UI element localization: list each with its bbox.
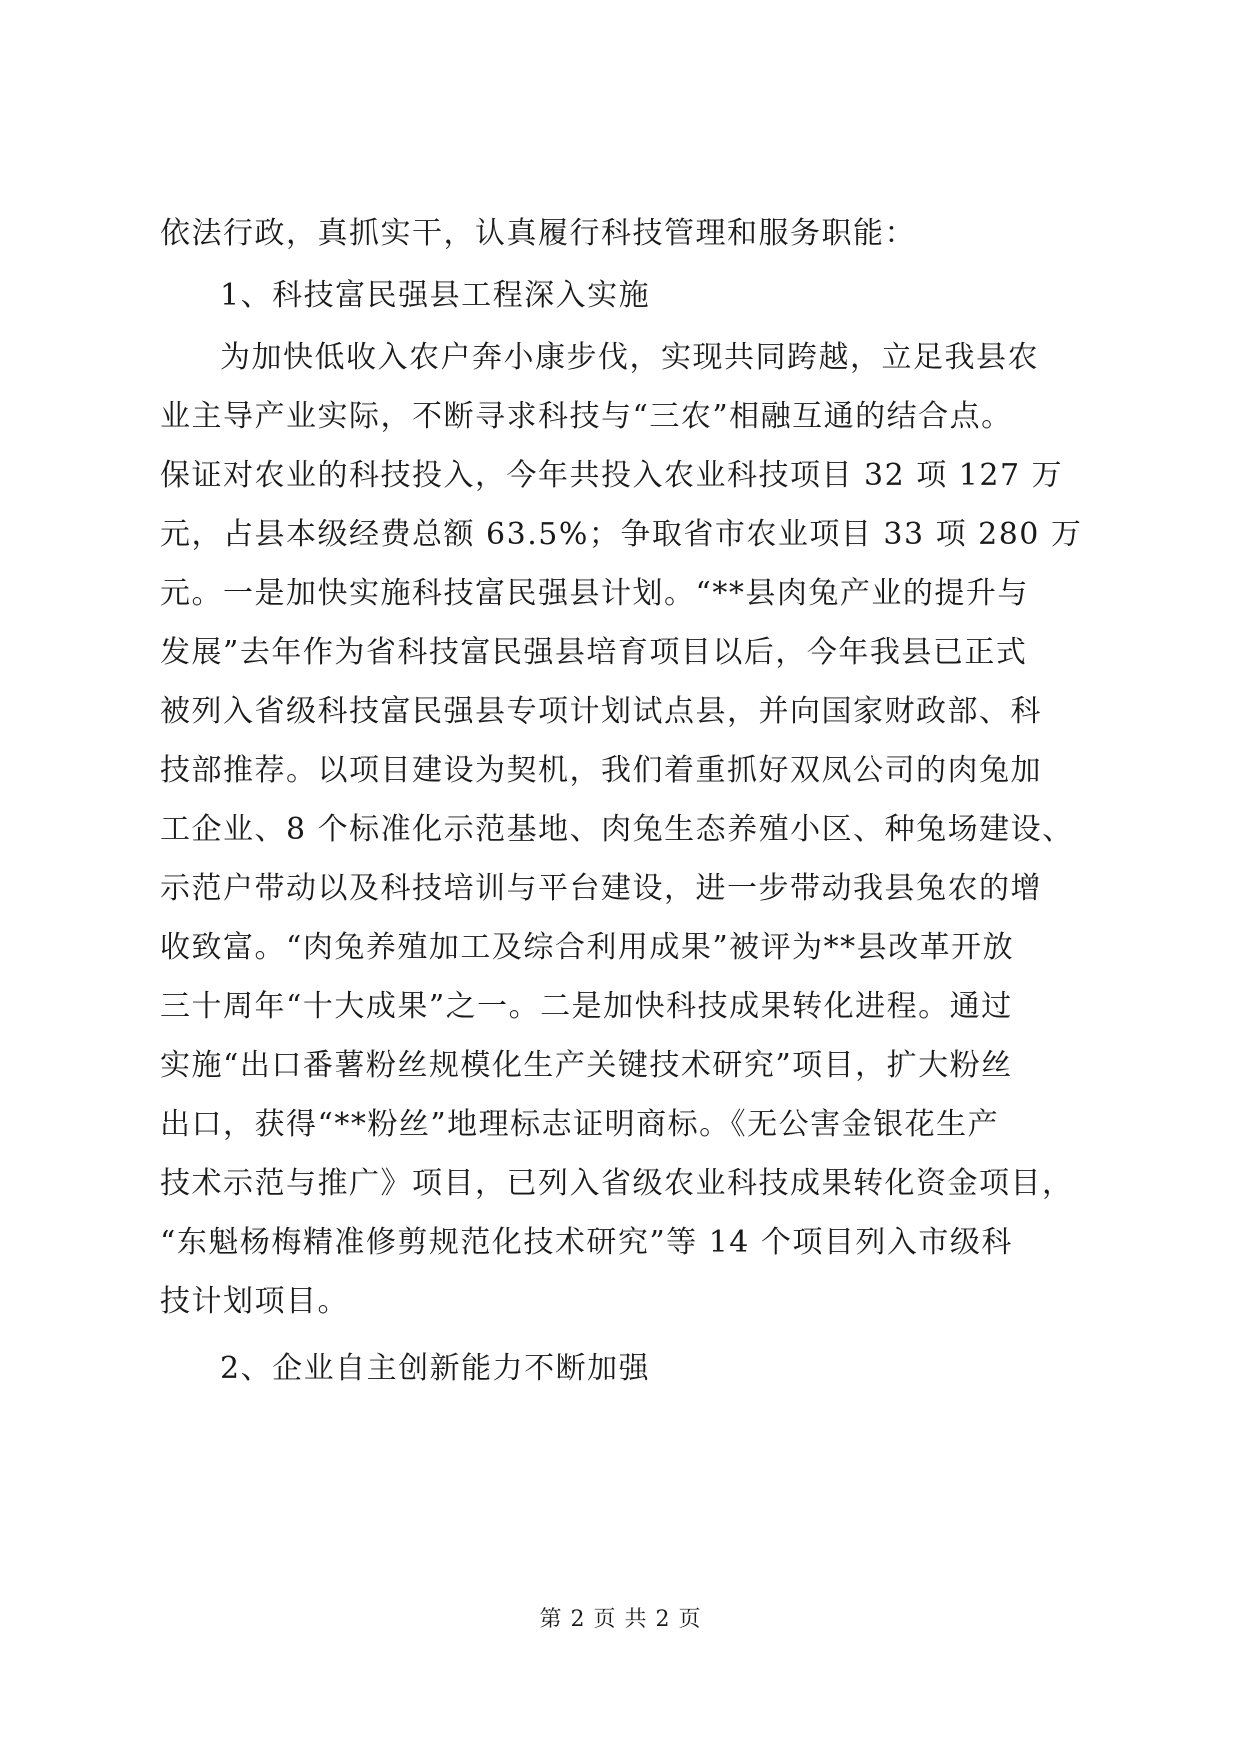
section-heading: 2、企业自主创新能力不断加强: [220, 1351, 651, 1386]
paragraph-line: 三十周年“十大成果”之一。二是加快科技成果转化进程。通过: [160, 989, 1013, 1024]
paragraph-line: 依法行政，真抓实干，认真履行科技管理和服务职能：: [160, 216, 916, 251]
paragraph-line: 技部推荐。以项目建设为契机，我们着重抓好双凤公司的肉兔加: [160, 753, 1042, 788]
paragraph-line: 元，占县本级经费总额 63.5%；争取省市农业项目 33 项 280 万: [160, 517, 1083, 552]
paragraph-line: 业主导产业实际，不断寻求科技与“三农”相融互通的结合点。: [160, 399, 1013, 434]
page-number-footer: 第 2 页 共 2 页: [539, 1607, 702, 1632]
paragraph-line: 工企业、8 个标准化示范基地、肉兔生态养殖小区、种兔场建设、: [160, 812, 1074, 847]
paragraph-line: 发展”去年作为省科技富民强县培育项目以后，今年我县已正式: [160, 635, 1028, 670]
paragraph-line: 技术示范与推广》项目，已列入省级农业科技成果转化资金项目，: [160, 1166, 1074, 1201]
paragraph-line: 实施“出口番薯粉丝规模化生产关键技术研究”项目，扩大粉丝: [160, 1048, 1013, 1083]
paragraph-line: 元。一是加快实施科技富民强县计划。“**县肉兔产业的提升与: [160, 576, 1029, 611]
paragraph-line: 出口，获得“**粉丝”地理标志证明商标。《无公害金银花生产: [160, 1107, 1000, 1142]
paragraph-line: “东魁杨梅精准修剪规范化技术研究”等 14 个项目列入市级科: [160, 1225, 1013, 1260]
paragraph-line: 收致富。“肉兔养殖加工及综合利用成果”被评为**县改革开放: [160, 930, 1015, 965]
section-heading: 1、科技富民强县工程深入实施: [220, 278, 651, 313]
paragraph-line: 被列入省级科技富民强县专项计划试点县，并向国家财政部、科: [160, 694, 1042, 729]
paragraph-line: 为加快低收入农户奔小康步伐，实现共同跨越，立足我县农: [220, 340, 1039, 375]
paragraph-line: 技计划项目。: [160, 1284, 349, 1319]
paragraph-line: 保证对农业的科技投入，今年共投入农业科技项目 32 项 127 万: [160, 458, 1064, 493]
paragraph-line: 示范户带动以及科技培训与平台建设，进一步带动我县兔农的增: [160, 871, 1042, 906]
